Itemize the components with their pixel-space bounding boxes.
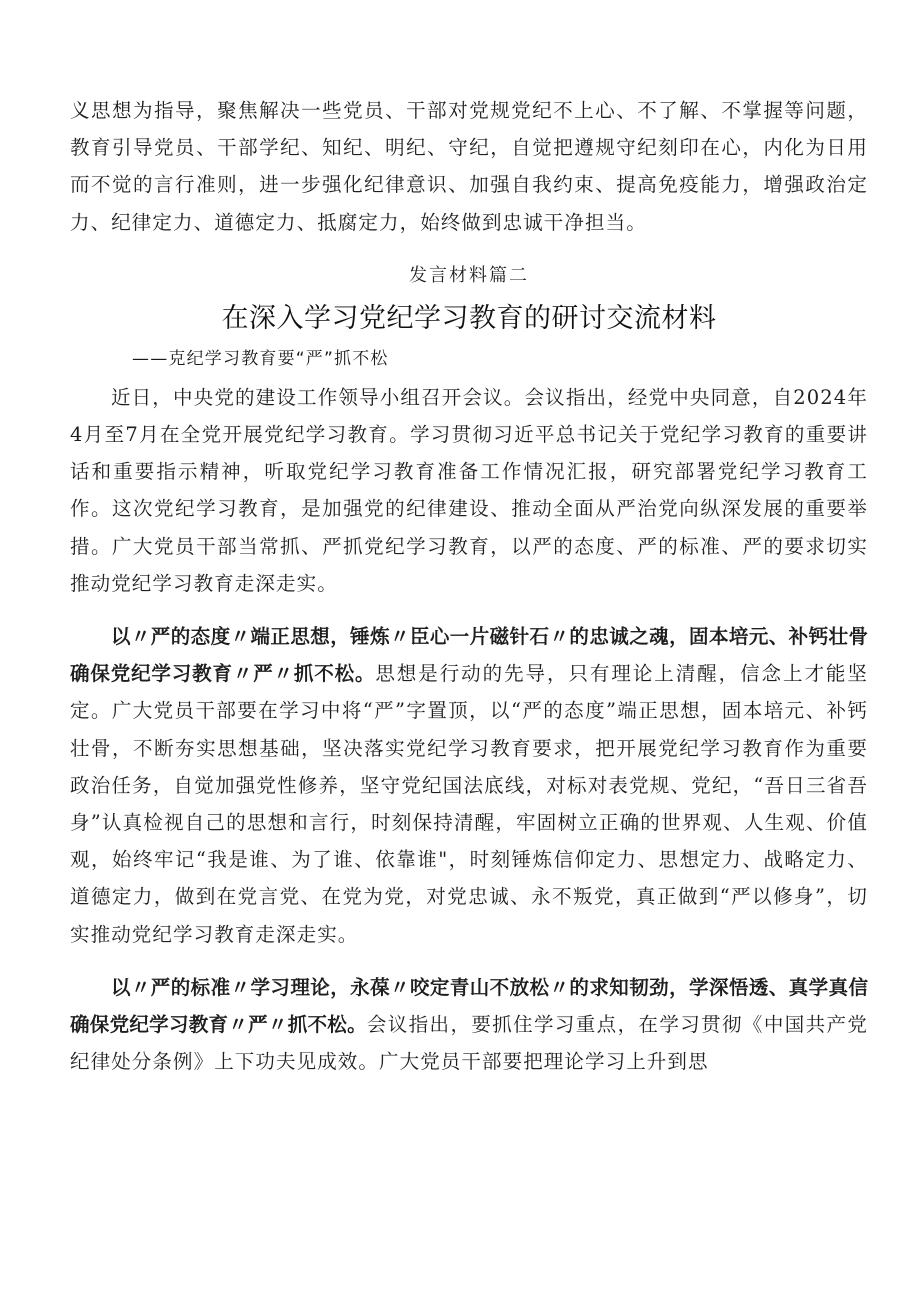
body-paragraph-1: 近日，中央党的建设工作领导小组召开会议。会议指出，经党中央同意，自2024年4月至7月在全党开展党纪学习教育。学习贯彻习近平总书记关于党纪学习教育的重要讲话和重要指示精神，听取党纪学习教育准备工作情况汇报，研究部署党纪学习教育工作。这次党纪学习教育，是加强党的纪律建设、推动全面从严治党向纵深发展的重要举措。广大党员干部当常抓、严抓党纪学习教育，以严的态度、严的标准、严的要求切实推动党纪学习教育走深走实。 (70, 385, 868, 595)
paragraph-2-body: 思想是行动的先导，只有理论上清醒，信念上才能坚定。广大党员干部要在学习中将“严”字置顶，以“严的态度”端正思想，固本培元、补钙壮骨，不断夯实思想基础，坚决落实党纪学习教育要求，把开展党纪学习教育作为重要政治任务，自觉加强党性修养，坚守党纪国法底线，对标对表党规、党纪，“吾日三省吾身”认真检视自己的思想和言行，时刻保持清醒，牢固树立正确的世界观、人生观、价值观，始终牢记“我是谁、为了谁、依靠谁"，时刻锤炼信仰定力、思想定力、战略定力、道德定力，做到在党言党、在党为党，对党忠诚、永不叛党，真正做到“严以修身”，切实推动党纪学习教育走深走实。 (70, 662, 868, 946)
paragraph-2-lead: 以〃严的态度〃端正思想，锤炼〃臣心一片磁针石〃的忠诚之魂，固本培元、补钙壮骨确保党纪学习教育〃严〃抓不松。 (70, 625, 868, 686)
intro-paragraph: 义思想为指导，聚焦解决一些党员、干部对党规党纪不上心、不了解、不掌握等问题，教育引导党员、干部学纪、知纪、明纪、守纪，自觉把遵规守纪刻印在心，内化为日用而不觉的言行准则，进一步强化纪律意识、加强自我约束、提高免疫能力，增强政治定力、纪律定力、道德定力、抵腐定力，始终做到忠诚干净担当。 (70, 99, 868, 234)
body-paragraph-3 (70, 969, 868, 1081)
paragraph-3-lead: 以〃严的标准〃学习理论，永葆〃咬定青山不放松〃的求知韧劲，学深悟透、真学真信确保党纪学习教育〃严〃抓不松。 (70, 975, 868, 1037)
document-subtitle: ——克纪学习教育要“严”抓不松 (132, 348, 389, 369)
section-label: 发言材料篇二 (409, 264, 529, 286)
paragraph-3-body: 会议指出，要抓住学习重点，在学习贯彻《中国共产党纪律处分条例》上下功夫见成效。广大党员干部要把理论学习上升到思 (70, 1013, 868, 1074)
body-paragraph-2 (70, 618, 868, 953)
document-title: 在深入学习党纪学习教育的研讨交流材料 (221, 302, 717, 334)
